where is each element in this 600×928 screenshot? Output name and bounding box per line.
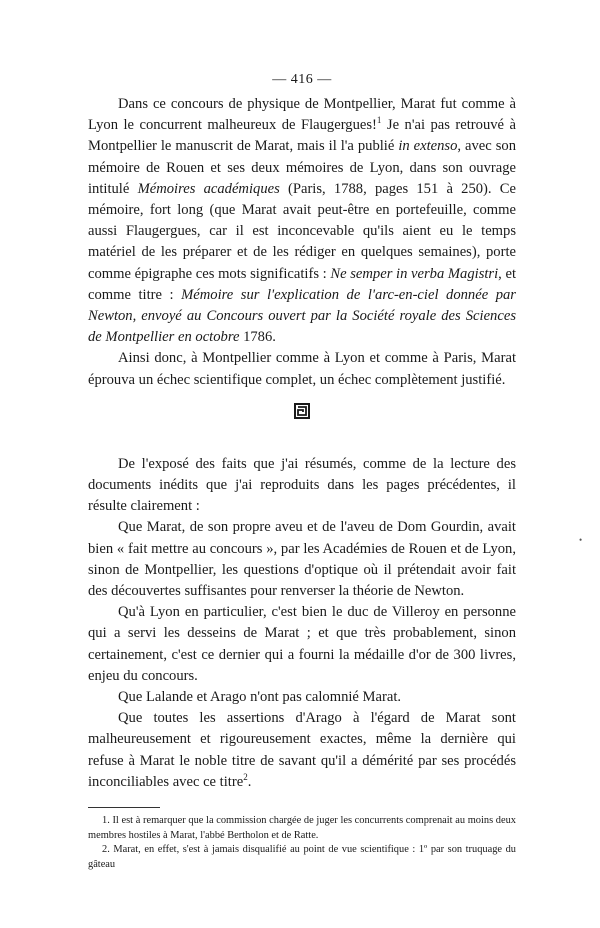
paragraph-conclusion-1: Que Marat, de son propre aveu et de l'aveu de Dom Gourdin, avait bien « fait mettre au concours », par les Académies de Rouen et de Lyon, sinon de Montpellier, les questions d'optique où il prétendait avoir fait des découvertes suffisantes pour renverser la théorie de Newton. [88, 519, 516, 600]
para1-text-4: (Paris, 1788, pages 151 à 250). Ce mémoire, fort long (que Marat avait peut-être en portefeuille, comme aussi Flaugergues, car il est inconcevable qu'ils aient eu le temps matériel de les préparer et de les rédiger en quelques semaines), porte comme épigraphe ces mots significatifs : [88, 180, 516, 282]
para7-end: . [247, 773, 252, 790]
footnote-divider [88, 807, 160, 808]
para1-italic-epigraph: Ne semper in verba Magistri [330, 265, 499, 282]
para1-text-1: Dans ce concours de physique de Montpellier, Marat fut comme à Lyon le concurrent malheureux de Flaugergues! [88, 96, 516, 134]
section-divider [88, 403, 516, 424]
footnote-2: 2. Marat, en effet, s'est à jamais disqualifié au point de vue scientifique : 1º par son truquage du gâteau [88, 844, 516, 870]
paragraph-montpellier-contest [88, 94, 516, 348]
page-number: — 416 — [272, 72, 332, 87]
para1-text-5: , et comme titre : [88, 265, 517, 303]
para1-text-6: 1786. [239, 329, 276, 346]
footnote-ref-1[interactable]: 1 [376, 115, 382, 126]
margin-dot: • [579, 535, 583, 545]
square-spiral-ornament-icon [294, 403, 310, 419]
para1-italic-in-extenso: in extenso [398, 138, 458, 155]
footnote-ref-2[interactable]: 2 [243, 772, 248, 783]
footnote-1: 1. Il est à remarquer que la commission chargée de juger les concurrents comprenait au moins deux membres hostiles à Marat, l'abbé Bertholon et de Ratte. [88, 815, 516, 841]
paragraph-conclusion-2: Qu'à Lyon en particulier, c'est bien le duc de Villeroy en personne qui a servi les desseins de Marat ; et que très probablement, sinon certainement, c'est ce dernier qui a fourni la médaille d'or de 300 livres, enjeu du concours. [88, 604, 516, 684]
book-page [88, 72, 516, 872]
paragraph-scientific-failure: Ainsi donc, à Montpellier comme à Lyon et comme à Paris, Marat éprouva un échec scientifique complet, un échec complètement justifié. [88, 350, 516, 388]
para1-italic-title: Mémoire sur l'explication de l'arc-en-ciel donnée par Newton, envoyé au Concours ouvert par la Société royale des Sciences de Montpellier en octobre [88, 286, 516, 346]
paragraph-conclusion-3: Que Lalande et Arago n'ont pas calomnié Marat. [118, 689, 402, 706]
para1-text-2: Je n'ai pas retrouvé à Montpellier le manuscrit de Marat, mais il l'a publié [88, 117, 516, 155]
para1-italic-memoires: Mémoires académiques [137, 180, 280, 197]
para1-text-3: , avec son mémoire de Rouen et ses deux mémoires de Lyon, dans son ouvrage intitulé [88, 138, 516, 197]
para7-text: Que toutes les assertions d'Arago à l'égard de Marat sont malheureusement et rigoureusement exactes, même la dernière qui refuse à Marat le noble titre de savant qu'il a démérité par ses procédés inconciliables avec ce titre [88, 710, 516, 790]
paragraph-conclusion-4 [88, 708, 516, 793]
paragraph-conclusion-intro: De l'exposé des faits que j'ai résumés, comme de la lecture des documents inédits que j'ai reproduits dans les pages précédentes, il résulte clairement : [88, 455, 516, 515]
